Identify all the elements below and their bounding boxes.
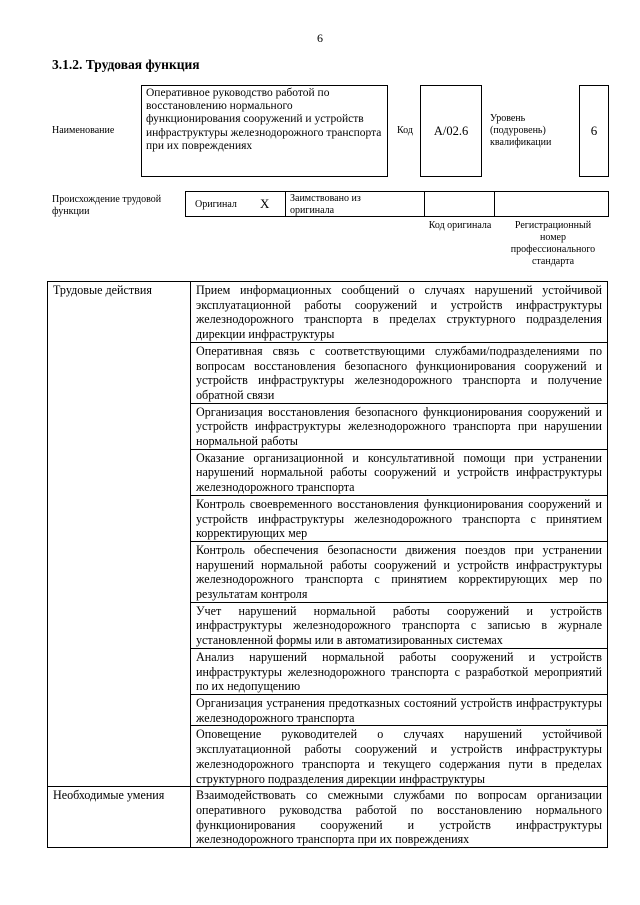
action-cell: Прием информационных сообщений о случаях нарушений устойчивой эксплуатационной работы сооружений и устройств инфраструктуры железнодорожного транспорта в пределах структурного подразделения дирекции инфраструктуры xyxy=(191,282,608,343)
origin-divider xyxy=(285,192,286,216)
action-cell: Анализ нарушений нормальной работы сооружений и устройств инфраструктуры железнодорожного транспорта с разработкой мероприятий по их недопущению xyxy=(191,648,608,694)
table-row xyxy=(48,787,608,848)
page-number: 6 xyxy=(317,31,323,45)
origin-row xyxy=(185,191,609,217)
name-label: Наименование xyxy=(52,125,115,136)
action-cell: Учет нарушений нормальной работы сооружений и устройств инфраструктуры железнодорожного транспорта с записью в журнале установленной формы или в автоматизированных системах xyxy=(191,602,608,648)
action-cell: Оповещение руководителей о случаях нарушений устойчивой эксплуатационной работы сооружений и устройств инфраструктуры железнодорожного транспорта и текущего содержания пути в пределах структурного подразделения дирекции инфраструктуры xyxy=(191,726,608,787)
level-value: 6 xyxy=(579,85,609,177)
labor-function-table xyxy=(47,281,608,848)
origin-label: Происхождение трудовой функции xyxy=(52,194,162,217)
table-row xyxy=(48,282,608,343)
origin-divider xyxy=(424,192,425,216)
action-cell: Оказание организационной и консультативной помощи при устранении нарушений нормальной работы сооружений и устройств инфраструктуры железнодорожного транспорта xyxy=(191,449,608,495)
origin-divider xyxy=(494,192,495,216)
action-cell: Оперативная связь с соответствующими службами/подразделениями по вопросам восстановления безопасного функционирования сооружений и устройств инфраструктуры железнодорожного транспорта и получение обратной связи xyxy=(191,342,608,403)
borrowed-label: Заимствовано из оригинала xyxy=(290,193,361,216)
original-mark: X xyxy=(260,196,270,211)
name-value: Оперативное руководство работой по восстановлению нормального функционирования сооружений и устройств инфраструктуры железнодорожного транспорта при их повреждениях xyxy=(141,85,388,177)
section-title: 3.1.2. Трудовая функция xyxy=(52,57,200,72)
action-cell: Контроль обеспечения безопасности движения поездов при устранении нарушений нормальной работы сооружений и устройств инфраструктуры железнодорожного транспорта с принятием корректирующих мер по результатам контроля xyxy=(191,541,608,602)
code-label: Код xyxy=(397,125,413,136)
skills-label: Необходимые умения xyxy=(48,787,191,848)
original-label: Оригинал xyxy=(195,199,237,210)
reg-caption: Регистрационный номер профессионального стандарта xyxy=(510,220,596,267)
skill-cell: Взаимодействовать со смежными службами по вопросам организации оперативного руководства работой по восстановлению нормального функционирования сооружений и устройств инфраструктуры железнодорожного транспорта при их повреждениях xyxy=(191,787,608,848)
code-caption: Код оригинала xyxy=(428,220,492,231)
action-cell: Организация устранения предотказных состояний устройств инфраструктуры железнодорожного транспорта xyxy=(191,694,608,725)
code-value: А/02.6 xyxy=(420,85,482,177)
action-cell: Контроль своевременного восстановления функционирования сооружений и устройств инфраструктуры железнодорожного транспорта с принятием корректирующих мер xyxy=(191,495,608,541)
action-cell: Организация восстановления безопасного функционирования сооружений и устройств инфраструктуры железнодорожного транспорта при нарушении нормальной работы xyxy=(191,403,608,449)
level-label: Уровень (подуровень) квалификации xyxy=(490,113,552,148)
actions-label: Трудовые действия xyxy=(48,282,191,787)
